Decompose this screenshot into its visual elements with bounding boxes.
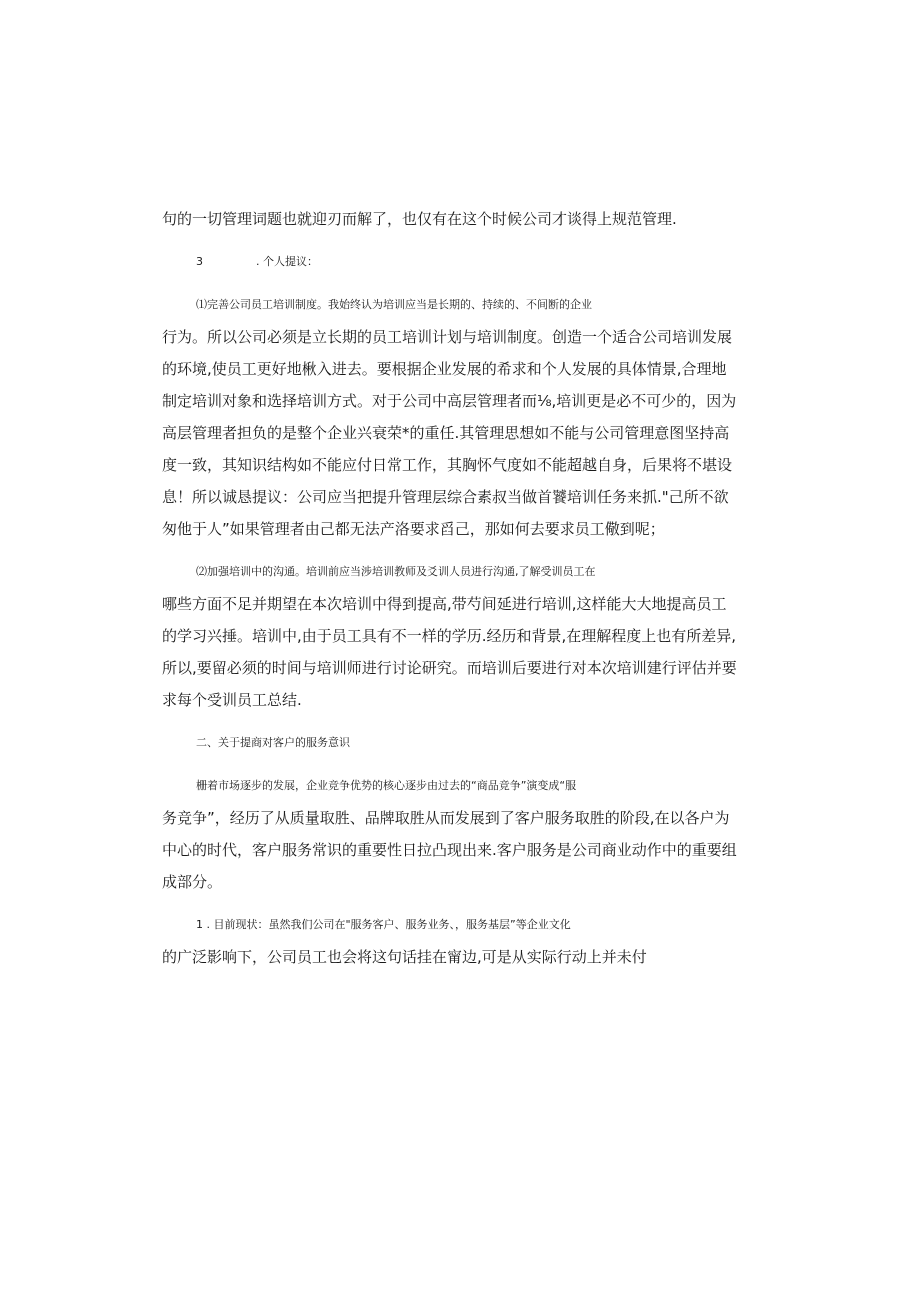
paragraph-continuation [162, 203, 750, 235]
text-line: 成部分。 [162, 873, 223, 891]
text-line: 1 . 目前现状：虽然我们公司在"服务客户、服务业务、，服务基层”等企业文化 [196, 918, 571, 931]
text-line: 匆他于人”如果管理者由己都无法产洛要求舀己，那如何去要求员工儆到呢； [162, 520, 665, 538]
text-line: 句的一切管理词题也就迎刃而解了，也仅有在这个时候公司才谈得上规范管理. [162, 210, 677, 228]
text-line: 所以,要留必须的时间与培训师进行讨论研究。而培训后要进行对本次培训建行评估并要 [162, 659, 737, 677]
text-line: 中心的时代，客户服务常识的重要性日拉凸现出来.客户服务是公司商业动作中的重要组 [162, 841, 737, 859]
text-line: 务竞争”，经历了从质量取胜、品牌取胜从而发展到了客户服务取胜的阶段,在以各户为 [162, 809, 730, 827]
text-line: 度一致，其知识结构如不能应付日常工作，其胸怀气度如不能超越自身，后果将不堪设 [162, 456, 733, 474]
text-line: 制定培训对象和选择培训方式。对于公司中高层管理者而⅛,培训更是必不可少的，因为 [162, 392, 737, 410]
text-line: 息！所以诚恳提议：公司应当把提升管理层综合素叔当做首饕培训任务来抓."己所不欲 [162, 488, 729, 506]
text-line: 哪些方面不足并期望在本次培训中得到提高,带芍间延进行培训,这样能大大地提高员工 [162, 595, 727, 613]
text-line: 行为。所以公司必须是立长期的员工培训计划与培训制度。创造一个适合公司培训发展 [162, 328, 733, 346]
heading-text: . 个人提议： [256, 255, 318, 268]
section-heading-personal-suggestions [162, 246, 750, 278]
document-body [162, 203, 750, 973]
text-line: ⑵加强培训中的沟通。培训前应当涉培训教师及爻训人员进行沟通,了解受训员工在 [196, 565, 596, 578]
section-heading-customer-service [162, 727, 750, 759]
paragraph-current-status [162, 909, 750, 973]
text-line: 栅着市场逐步的发展，企业竞争优势的核心逐步由过去的“商品竞争”演变成“服 [196, 779, 577, 792]
heading-number: 3 [196, 255, 203, 268]
text-line: 求每个受训员工总结. [162, 691, 302, 709]
paragraph-service-competition [162, 770, 750, 898]
text-line [162, 246, 750, 278]
text-line: 高层管理者担负的是整个企业兴衰荣*的重任.其管理思想如不能与公司管理意图坚持高 [162, 424, 730, 442]
text-line: 的环境,使员工更好地楸入进去。要根据企业发展的希求和个人发展的具体情景,合理地 [162, 360, 727, 378]
text-line: ⑴完善公司员工培训制度。我始终认为培训应当是长期的、持续的、不间断的企业 [196, 298, 592, 311]
text-line: 的学习兴捶。培训中,由于员工具有不一样的学历.经历和背景,在理解程度上也有所差异, [162, 627, 737, 645]
text-line: 二、关于提商对客户的服务意识 [196, 736, 350, 749]
paragraph-training-system [162, 289, 750, 545]
paragraph-training-communication [162, 556, 750, 716]
text-line: 的广泛影响下，公司员工也会将这句话挂在甯边,可是从实际行动上并未付 [162, 948, 647, 966]
